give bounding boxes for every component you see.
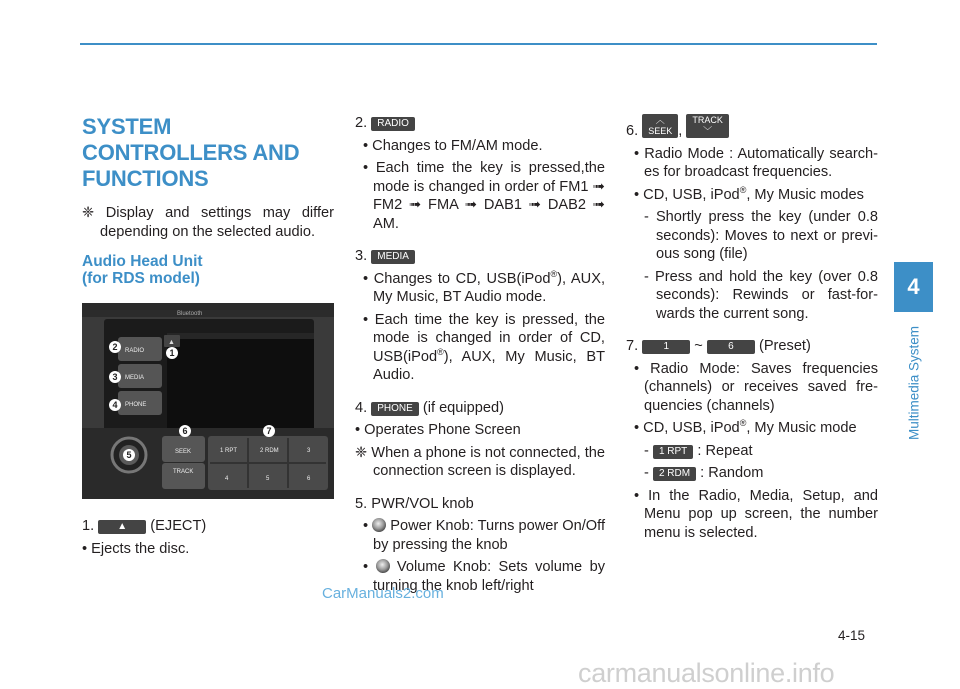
- item-2-bullet-1: • Changes to FM/AM mode.: [363, 137, 543, 154]
- chapter-number: 4: [907, 274, 920, 299]
- knob-icon: [376, 559, 390, 573]
- item-7-heading: [626, 337, 878, 356]
- photo-preset3-label: 3: [307, 448, 311, 454]
- item-3-number: 3.: [355, 248, 368, 264]
- item-4-label: (if equipped): [422, 399, 504, 416]
- photo-seek-label: SEEK: [175, 449, 192, 455]
- callout-1: 1: [169, 348, 175, 358]
- item-1-heading: [82, 517, 334, 536]
- item-7-tilde: ~: [694, 338, 703, 354]
- subsection-title-line1: Audio Head Unit: [82, 253, 203, 270]
- media-key: MEDIA: [371, 250, 415, 264]
- brand-text: Bluetooth: [177, 311, 203, 317]
- item-6-number: 6.: [626, 123, 639, 139]
- item-7-label: (Preset): [758, 338, 811, 354]
- middle-column: [355, 114, 605, 605]
- preset-6-key: 6: [707, 340, 755, 354]
- item-5-title: 5. PWR/VOL knob: [355, 495, 474, 512]
- right-column: [626, 114, 878, 552]
- item-2-number: 2.: [355, 115, 368, 131]
- repeat-key: 1 RPT: [653, 445, 693, 459]
- item-4-heading: [355, 399, 605, 418]
- item-2-bullet-2: • Each time the key is pressed,the mode is changed in order of FM1 ➟ FM2 ➟ FMA ➟ DAB1 ➟ DAB2 ➟ AM.: [363, 160, 605, 232]
- photo-preset1-label: 1 RPT: [220, 448, 238, 454]
- item-6-sub-1: - Shortly press the key (under 0.8 seconds): Moves to next or previ-ous song (file): [644, 209, 878, 262]
- item-1-number: 1.: [82, 518, 95, 534]
- item-6-bullet-2: • CD, USB, iPod®, My Music modes: [634, 184, 864, 203]
- item-6-sub-2: - Press and hold the key (over 0.8 seconds): Rewinds or fast-for-wards the current song.: [644, 268, 878, 322]
- chapter-tab: [894, 262, 933, 312]
- photo-preset2-label: 2 RDM: [260, 448, 279, 454]
- item-4-bullet-1: • Operates Phone Screen: [355, 422, 521, 438]
- item-7-number: 7.: [626, 338, 639, 354]
- callout-5: 5: [126, 450, 132, 460]
- page-number: 4-15: [838, 628, 866, 643]
- photo-phone-label: PHONE: [125, 402, 147, 408]
- section-title: SYSTEM CONTROLLERS AND FUNCTIONS: [82, 114, 300, 191]
- svg-text:▲: ▲: [168, 339, 175, 346]
- radio-key: RADIO: [371, 117, 415, 131]
- item-7-bullet-3: • In the Radio, Media, Setup, and Menu pop up screen, the number menu is selected.: [634, 487, 878, 541]
- callout-4: 4: [112, 400, 118, 410]
- item-4-note: ❈ When a phone is not connected, the connection screen is displayed.: [355, 444, 605, 479]
- preset-1-key: 1: [642, 340, 690, 354]
- header-rule: [80, 43, 877, 45]
- phone-key: PHONE: [371, 402, 419, 416]
- item-3-heading: [355, 247, 605, 266]
- watermark-bottom: carmanualsonline.info: [578, 658, 835, 688]
- watermark-top: CarManuals2.com: [322, 585, 444, 602]
- chapter-side-label: [896, 318, 932, 448]
- subsection-title: [82, 253, 334, 287]
- item-7-sub-2: - 2 RDM : Random: [644, 465, 764, 481]
- item-5-bullet-2: • Volume Knob: Sets volume by turning the knob left/right: [363, 559, 605, 594]
- item-3-bullet-1: • Changes to CD, USB(iPod®), AUX, My Music, BT Audio mode.: [363, 268, 605, 305]
- callout-2: 2: [112, 342, 118, 352]
- item-3-bullet-2: • Each time the key is pressed, the mode is changed in order of CD, USB(iPod®), AUX, My Music, BT Audio.: [363, 311, 605, 383]
- display-note: ❈ Display and settings may differ depending on the selected audio.: [82, 205, 334, 240]
- random-key: 2 RDM: [653, 467, 696, 481]
- item-7-sub-1: - 1 RPT : Repeat: [644, 442, 753, 459]
- item-7-bullet-1: • Radio Mode: Saves frequencies (channels) or receives saved fre-quencies (channels): [634, 360, 878, 414]
- item-1-label: (EJECT): [150, 518, 207, 534]
- audio-head-unit-photo: [82, 303, 334, 499]
- callout-6: 6: [182, 426, 188, 436]
- knob-icon: [372, 518, 386, 532]
- photo-preset6-label: 6: [307, 476, 311, 482]
- photo-media-label: MEDIA: [125, 375, 145, 381]
- track-key: TRACK ﹀: [686, 114, 729, 138]
- item-6-bullet-1: • Radio Mode : Automatically search-es for broadcast frequencies.: [634, 145, 878, 180]
- item-7-bullet-2: • CD, USB, iPod®, My Music mode: [634, 418, 857, 436]
- photo-preset4-label: 4: [225, 476, 229, 482]
- chapter-title: Multimedia System: [906, 325, 922, 441]
- photo-track-label: TRACK: [173, 469, 194, 475]
- photo-radio-label: RADIO: [125, 348, 145, 354]
- left-column: [82, 114, 334, 568]
- seek-key: ︿ SEEK: [642, 114, 678, 138]
- item-2-heading: [355, 114, 605, 133]
- eject-key: ▲: [98, 520, 146, 534]
- callout-7: 7: [266, 426, 272, 436]
- item-6-heading: 6. ︿ SEEK , TRACK ﹀: [626, 114, 878, 141]
- item-1-bullet: • Ejects the disc.: [82, 540, 190, 557]
- callout-3: 3: [112, 372, 118, 382]
- subsection-title-line2: (for RDS model): [82, 270, 200, 287]
- item-4-number: 4.: [355, 399, 368, 416]
- photo-preset5-label: 5: [266, 476, 270, 482]
- item-5-bullet-1: • Power Knob: Turns power On/Off by pressing the knob: [363, 518, 606, 553]
